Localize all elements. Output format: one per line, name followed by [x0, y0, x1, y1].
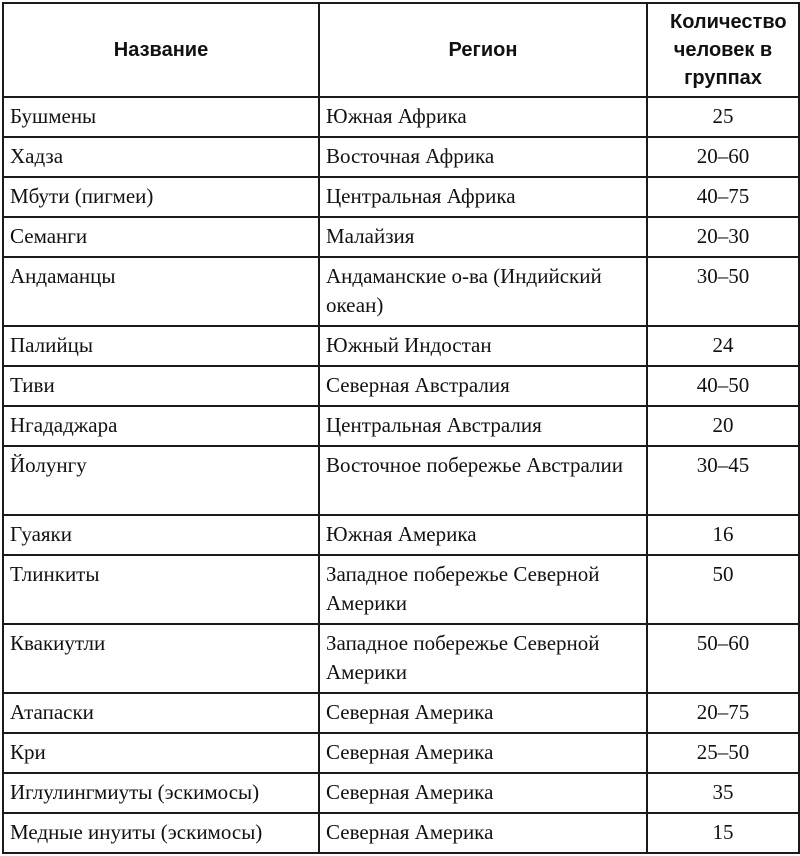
cell-name: Гуаяки — [3, 515, 319, 555]
table-row — [3, 177, 799, 217]
cell-name: Нгададжара — [3, 406, 319, 446]
table-row — [3, 97, 799, 137]
cell-region: Южная Америка — [319, 515, 647, 555]
cell-region: Восточная Африка — [319, 137, 647, 177]
cell-region: Южная Африка — [319, 97, 647, 137]
table-row — [3, 813, 799, 853]
cell-count: 25 — [647, 97, 799, 137]
cell-region: Центральная Австралия — [319, 406, 647, 446]
cell-region: Центральная Африка — [319, 177, 647, 217]
cell-count: 16 — [647, 515, 799, 555]
table-row — [3, 406, 799, 446]
cell-region: Северная Америка — [319, 733, 647, 773]
cell-name: Хадза — [3, 137, 319, 177]
cell-count: 50 — [647, 555, 799, 624]
cell-name: Палийцы — [3, 326, 319, 366]
table-row — [3, 733, 799, 773]
cell-region: Северная Америка — [319, 813, 647, 853]
cell-region: Малайзия — [319, 217, 647, 257]
cell-region: Восточное побережье Австралии — [319, 446, 647, 515]
cell-region: Андаманские о-ва (Индийский океан) — [319, 257, 647, 326]
cell-count: 35 — [647, 773, 799, 813]
cell-count: 20–30 — [647, 217, 799, 257]
cell-name: Йолунгу — [3, 446, 319, 515]
cell-count: 20–75 — [647, 693, 799, 733]
cell-count: 25–50 — [647, 733, 799, 773]
table-row — [3, 624, 799, 693]
cell-region: Северная Америка — [319, 693, 647, 733]
table-row — [3, 217, 799, 257]
table-row — [3, 257, 799, 326]
table-row — [3, 446, 799, 515]
cell-name: Семанги — [3, 217, 319, 257]
cell-name: Тлинкиты — [3, 555, 319, 624]
table-row — [3, 366, 799, 406]
column-header-name: Название — [3, 3, 319, 97]
cell-count: 50–60 — [647, 624, 799, 693]
cell-region: Северная Австралия — [319, 366, 647, 406]
cell-name: Медные инуиты (эскимосы) — [3, 813, 319, 853]
cell-region: Западное побережье Северной Америки — [319, 624, 647, 693]
cell-count: 15 — [647, 813, 799, 853]
cell-name: Тиви — [3, 366, 319, 406]
column-header-count: Количество человек в группах — [647, 3, 799, 97]
cell-count: 20–60 — [647, 137, 799, 177]
cell-region: Южный Индостан — [319, 326, 647, 366]
cell-count: 40–75 — [647, 177, 799, 217]
cell-count: 30–50 — [647, 257, 799, 326]
table-row — [3, 137, 799, 177]
table-row — [3, 773, 799, 813]
cell-region: Северная Америка — [319, 773, 647, 813]
cell-name: Атапаски — [3, 693, 319, 733]
cell-count: 24 — [647, 326, 799, 366]
table-row — [3, 326, 799, 366]
cell-name: Бушмены — [3, 97, 319, 137]
cell-name: Квакиутли — [3, 624, 319, 693]
hunter-gatherer-groups-table — [2, 2, 800, 854]
cell-name: Андаманцы — [3, 257, 319, 326]
cell-count: 40–50 — [647, 366, 799, 406]
cell-count: 30–45 — [647, 446, 799, 515]
table-row — [3, 515, 799, 555]
cell-name: Кри — [3, 733, 319, 773]
cell-count: 20 — [647, 406, 799, 446]
cell-name: Иглулингмиуты (эскимосы) — [3, 773, 319, 813]
table-row — [3, 693, 799, 733]
column-header-region: Регион — [319, 3, 647, 97]
table-header-row — [3, 3, 799, 97]
table-row — [3, 555, 799, 624]
cell-name: Мбути (пигмеи) — [3, 177, 319, 217]
cell-region: Западное побережье Северной Америки — [319, 555, 647, 624]
